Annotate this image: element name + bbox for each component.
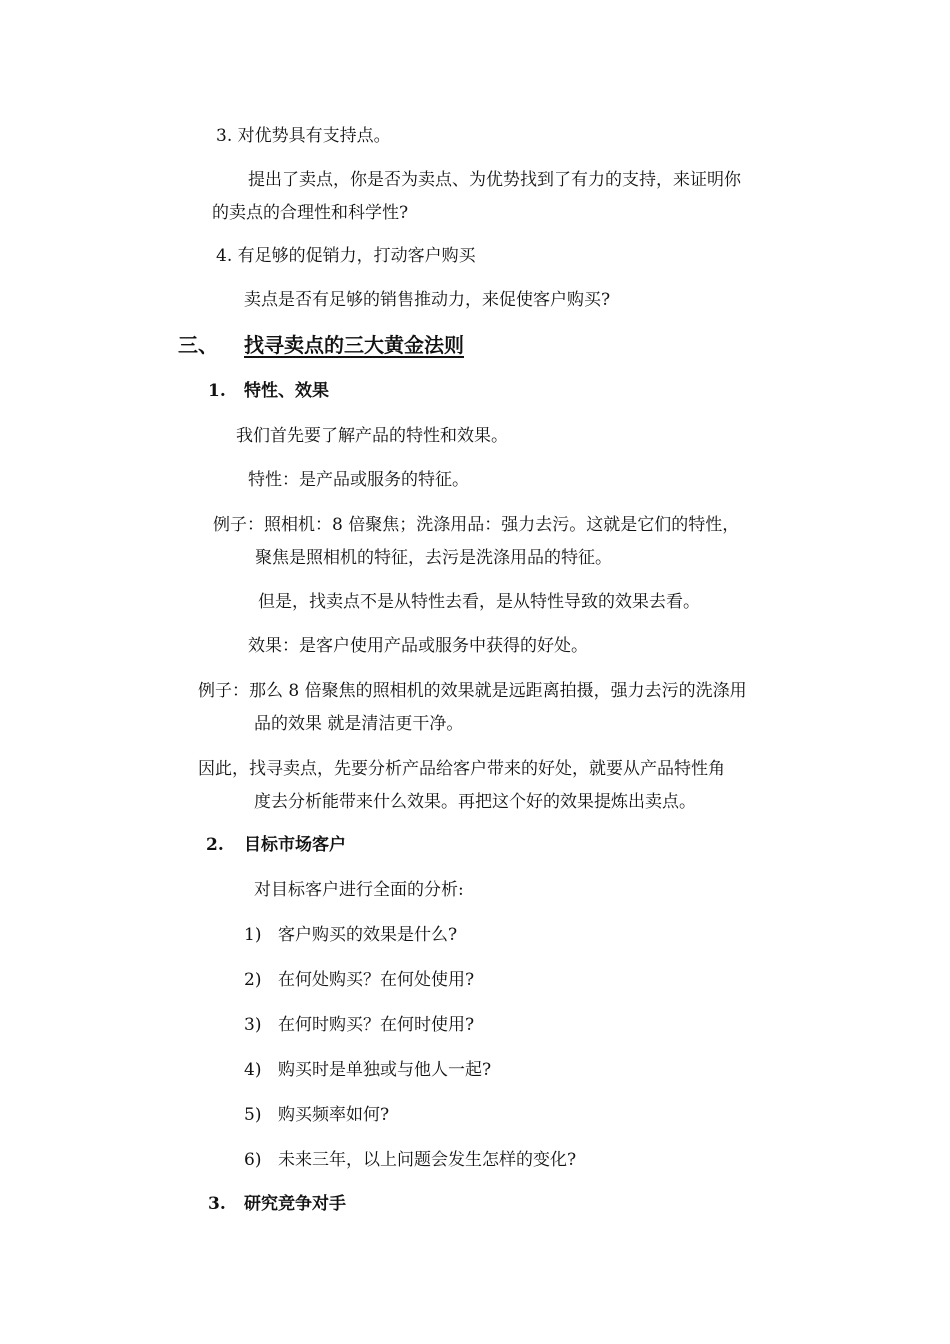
question-2-number: 2) (244, 970, 262, 990)
paragraph-example-1-line-2: 聚焦是照相机的特征，去污是洗涤用品的特征。 (255, 548, 612, 568)
sub-2-number: 2. (206, 835, 224, 855)
paragraph-therefore-line-2: 度去分析能带来什么效果。再把这个好的效果提炼出卖点。 (254, 792, 696, 812)
paragraph-example-1-line-1: 例子：照相机：8 倍聚焦；洗涤用品：强力去污。这就是它们的特性， (213, 515, 740, 535)
question-3-number: 3) (244, 1015, 262, 1035)
question-3-text: 在何时购买？在何时使用? (278, 1015, 475, 1035)
question-6-text: 未来三年，以上问题会发生怎样的变化? (278, 1150, 577, 1170)
section-3-title: 找寻卖点的三大黄金法则 (244, 333, 464, 357)
question-1-text: 客户购买的效果是什么? (278, 925, 458, 945)
section-3-number: 三、 (178, 333, 218, 357)
question-1-number: 1) (244, 925, 262, 945)
sub-1-number: 1. (208, 381, 226, 401)
item-3-paragraph-line-2: 的卖点的合理性和科学性? (212, 203, 409, 223)
paragraph-target-intro: 对目标客户进行全面的分析: (254, 880, 464, 900)
paragraph-intro: 我们首先要了解产品的特性和效果。 (236, 426, 508, 446)
question-6-number: 6) (244, 1150, 262, 1170)
question-2-text: 在何处购买？在何处使用? (278, 970, 475, 990)
paragraph-example-2-line-2: 品的效果 就是清洁更干净。 (254, 714, 464, 734)
item-4-paragraph: 卖点是否有足够的销售推动力，来促使客户购买? (244, 290, 611, 310)
question-4-number: 4) (244, 1060, 262, 1080)
paragraph-but: 但是，找卖点不是从特性去看，是从特性导致的效果去看。 (258, 592, 700, 612)
sub-2-title: 目标市场客户 (244, 835, 346, 855)
sub-3-number: 3. (208, 1194, 226, 1214)
paragraph-effect-definition: 效果：是客户使用产品或服务中获得的好处。 (248, 636, 588, 656)
paragraph-feature-definition: 特性：是产品或服务的特征。 (248, 470, 469, 490)
item-3-heading: 3. 对优势具有支持点。 (216, 126, 391, 146)
sub-1-title: 特性、效果 (244, 381, 329, 401)
question-5-text: 购买频率如何? (278, 1105, 390, 1125)
item-3-paragraph-line-1: 提出了卖点，你是否为卖点、为优势找到了有力的支持，来证明你 (248, 170, 741, 190)
paragraph-example-2-line-1: 例子：那么 8 倍聚焦的照相机的效果就是远距离拍摄，强力去污的洗涤用 (198, 681, 747, 701)
question-5-number: 5) (244, 1105, 262, 1125)
item-4-heading: 4. 有足够的促销力，打动客户购买 (216, 246, 476, 266)
sub-3-title: 研究竞争对手 (244, 1194, 346, 1214)
paragraph-therefore-line-1: 因此，找寻卖点，先要分析产品给客户带来的好处，就要从产品特性角 (198, 759, 725, 779)
question-4-text: 购买时是单独或与他人一起? (278, 1060, 492, 1080)
